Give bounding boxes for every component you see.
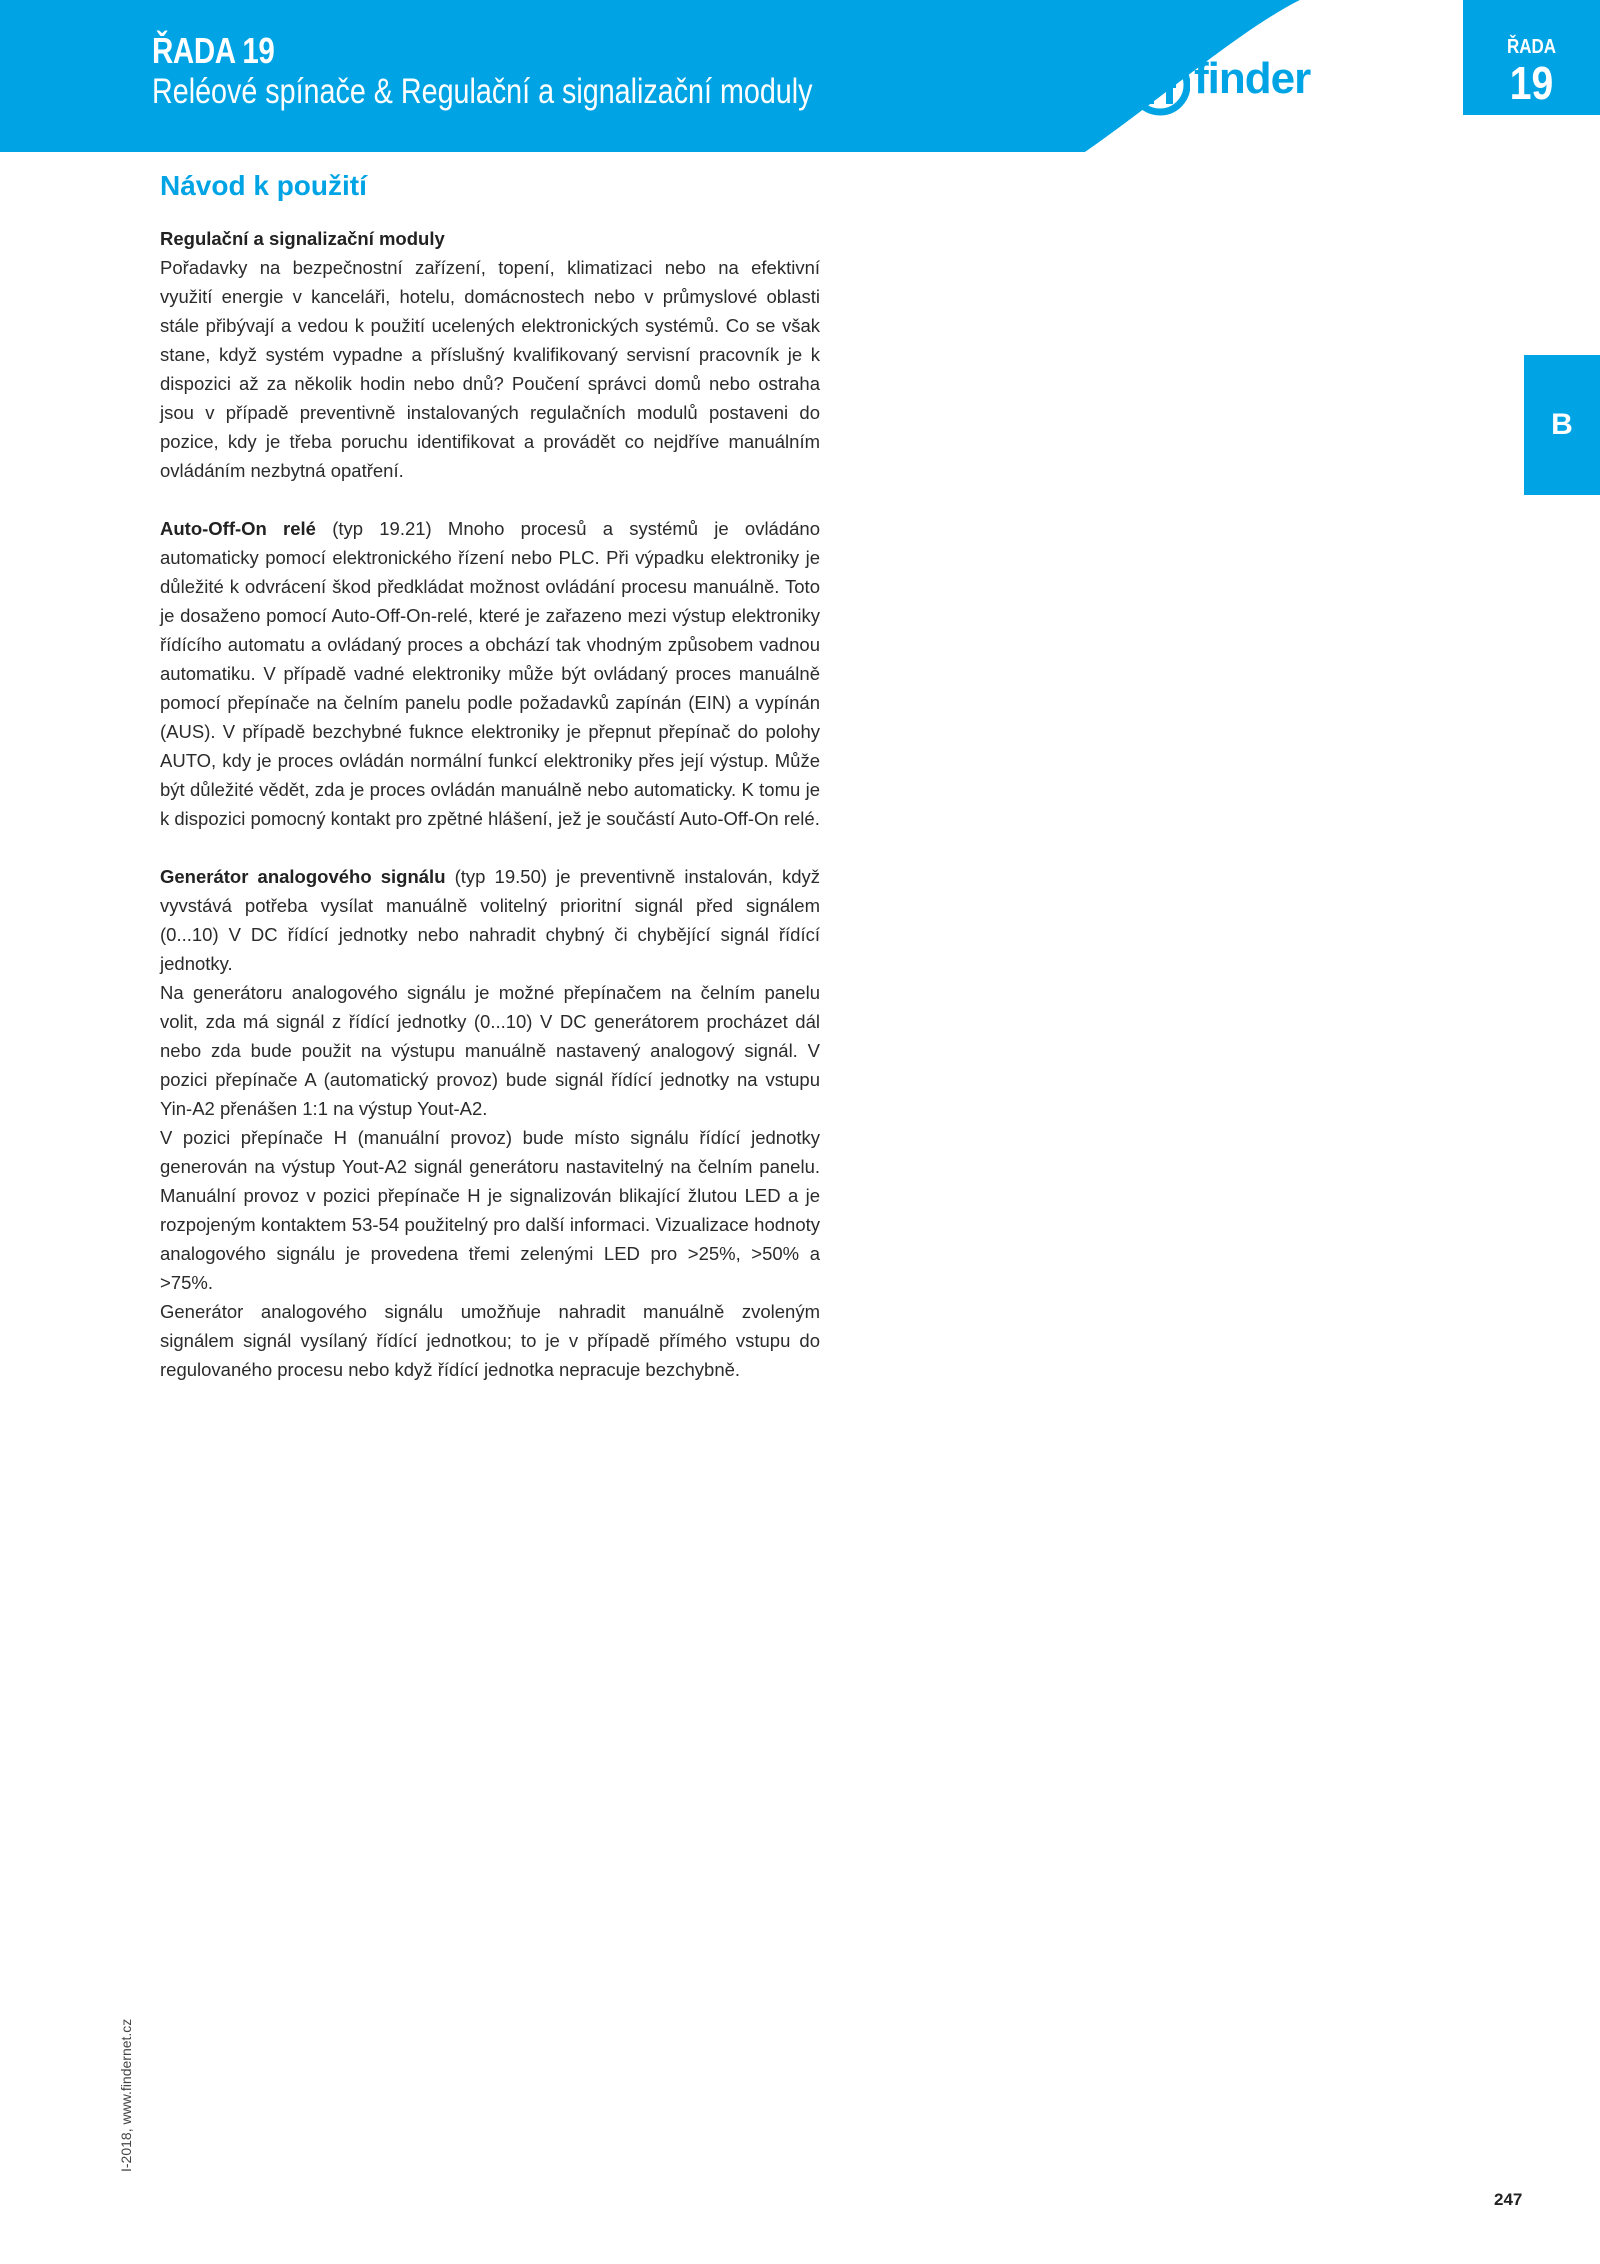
intro-section [160,224,820,485]
auto-off-on-lead: Auto-Off-On relé [160,518,316,539]
generator-text: (typ 19.50) je preventivně instalován, když vyvstává potřeba vysílat manuálně volitelný prioritní signál před signálem (0...10) V DC řídící jednotky nebo nahradit chybný či chybějící signál řídící jednotky. [160,866,820,974]
series-tab [1463,0,1600,115]
generator-paragraph-3: V pozici přepínače H (manuální provoz) bude místo signálu řídící jednotky generován na výstup Yout-A2 signál generátoru nastavitelný na čelním panelu. Manuální provoz v pozici přepínače H je signalizován blikající žlutou LED a je rozpojeným kontaktem 53-54 použitelný pro další informaci. Vizualizace hodnoty analogového signálu je provedena třemi zelenými LED pro >25%, >50% a >75%. [160,1127,820,1293]
auto-off-on-section [160,514,820,833]
main-content [160,170,820,1413]
intro-paragraph: Pořadavky na bezpečnostní zařízení, topení, klimatizaci nebo na efektivní využití energie v kanceláři, hotelu, domácnostech nebo v průmyslové oblasti stále přibývají a vedou k použití ucelených elektronických systémů. Co se však stane, když systém vypadne a příslušný kvalifikovaný servisní pracovník je k dispozici až za několik hodin nebo dnů? Poučení správci domů nebo ostraha jsou v případě preventivně instalovaných regulačních modulů postaveni do pozice, kdy je třeba poruchu identifikovat a provádět co nejdříve manuálním ovládáním nezbytná opatření. [160,257,820,481]
auto-off-on-paragraph [160,514,820,833]
intro-title: Regulační a signalizační moduly [160,228,445,249]
series-tab-number: 19 [1509,57,1554,109]
page-number: 247 [1494,2190,1523,2209]
series-tab-label: ŘADA [1506,36,1557,58]
generator-paragraph-2: Na generátoru analogového signálu je možné přepínačem na čelním panelu volit, zda má signál z řídící jednotky (0...10) V DC generátorem procházet dál nebo zda bude použit na výstupu manuálně nastavený analogový signál. V pozici přepínače A (automatický provoz) bude signál řídící jednotky na vstupu Yin-A2 přenášen 1:1 na výstup Yout-A2. [160,982,820,1119]
generator-section [160,862,820,1384]
section-tab: B [1524,355,1600,495]
finder-logo [1130,48,1370,128]
auto-off-on-text: (typ 19.21) Mnoho procesů a systémů je ovládáno automaticky pomocí elektronického řízení nebo PLC. Při výpadku elektroniky je důležité k odvrácení škod předkládat možnost ovládání procesu manuálně. Toto je dosaženo pomocí Auto-Off-On-relé, které je zařazeno mezi výstup elektroniky řídícího automatu a ovládaný proces a obchází tak vhodným způsobem vadnou automatiku. V případě vadné elektroniky může být ovládaný proces manuálně pomocí přepínače na čelním panelu podle požadavků zapínán (EIN) a vypínán (AUS). V případě bezchybné fuknce elektroniky je přepnut přepínač do polohy AUTO, kdy je proces ovládán normální funkcí elektroniky přes její výstup. Může být důležité vědět, zda je proces ovládán manuálně nebo automaticky. K tomu je k dispozici pomocný kontakt pro zpětné hlášení, jež je součástí Auto-Off-On relé. [160,518,820,829]
generator-paragraph-1 [160,862,820,978]
footer-vertical-text: I-2018, www.findernet.cz [118,2018,134,2172]
series-subtitle: Reléové spínače & Regulační a signalizační moduly [152,72,813,111]
generator-paragraph-4: Generátor analogového signálu umožňuje nahradit manuálně zvoleným signálem signál vysílaný řídící jednotkou; to je v případě přímého vstupu do regulovaného procesu nebo když řídící jednotka nepracuje bezchybně. [160,1301,820,1380]
finder-logo-text: finder [1194,54,1311,103]
page-heading: Návod k použití [160,170,367,201]
finder-logo-icon [1130,52,1190,118]
series-title: ŘADA 19 [152,30,275,71]
page-header [0,0,1600,152]
generator-lead: Generátor analogového signálu [160,866,446,887]
